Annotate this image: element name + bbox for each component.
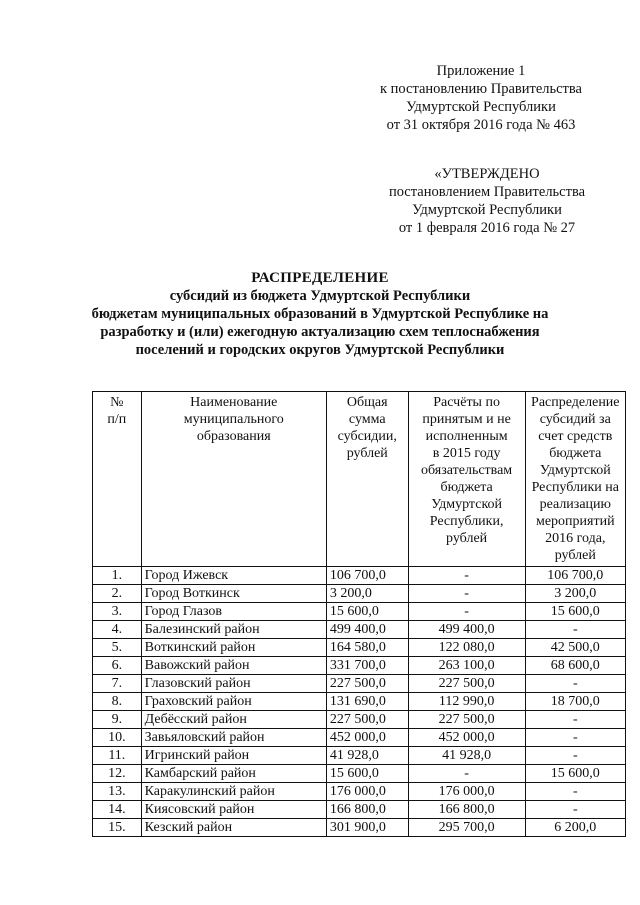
cell-current: 15 600,0 [525, 603, 625, 621]
cell-name: Игринский район [141, 747, 326, 765]
cell-total: 15 600,0 [326, 603, 408, 621]
table-row [93, 585, 626, 603]
cell-name: Каракулинский район [141, 783, 326, 801]
table-row [93, 639, 626, 657]
cell-num: 4. [93, 621, 142, 639]
table-row [93, 657, 626, 675]
distribution-table [92, 391, 626, 837]
cell-name: Киясовский район [141, 801, 326, 819]
cell-num: 14. [93, 801, 142, 819]
cell-past: 452 000,0 [408, 729, 525, 747]
cell-current: 18 700,0 [525, 693, 625, 711]
header-total: Общая сумма субсидии, рублей [326, 392, 408, 567]
cell-num: 6. [93, 657, 142, 675]
cell-num: 9. [93, 711, 142, 729]
cell-past: 122 080,0 [408, 639, 525, 657]
cell-total: 166 800,0 [326, 801, 408, 819]
cell-total: 499 400,0 [326, 621, 408, 639]
cell-total: 301 900,0 [326, 819, 408, 837]
table-row [93, 567, 626, 585]
title-line-2: бюджетам муниципальных образований в Удмуртской Республике на [91, 306, 549, 322]
cell-past: 166 800,0 [408, 801, 525, 819]
title-line-4: поселений и городских округов Удмуртской Республики [135, 342, 505, 358]
appendix-line-4: от 31 октября 2016 года № 463 [386, 117, 576, 133]
cell-name: Камбарский район [141, 765, 326, 783]
cell-total: 131 690,0 [326, 693, 408, 711]
cell-name: Кезский район [141, 819, 326, 837]
cell-past: 227 500,0 [408, 675, 525, 693]
table-row [93, 801, 626, 819]
approval-line-1: «УТВЕРЖДЕНО [434, 166, 540, 182]
document-title [0, 269, 640, 359]
cell-total: 227 500,0 [326, 675, 408, 693]
cell-current: - [525, 729, 625, 747]
cell-past: 227 500,0 [408, 711, 525, 729]
cell-num: 5. [93, 639, 142, 657]
table-row [93, 783, 626, 801]
cell-total: 331 700,0 [326, 657, 408, 675]
cell-num: 11. [93, 747, 142, 765]
cell-name: Дебёсский район [141, 711, 326, 729]
table-row [93, 711, 626, 729]
cell-total: 15 600,0 [326, 765, 408, 783]
cell-num: 10. [93, 729, 142, 747]
cell-current: 42 500,0 [525, 639, 625, 657]
cell-num: 12. [93, 765, 142, 783]
cell-total: 164 580,0 [326, 639, 408, 657]
cell-current: - [525, 621, 625, 639]
cell-name: Воткинский район [141, 639, 326, 657]
cell-total: 227 500,0 [326, 711, 408, 729]
cell-total: 176 000,0 [326, 783, 408, 801]
table-header-row [93, 392, 626, 567]
approval-line-4: от 1 февраля 2016 года № 27 [398, 220, 576, 236]
cell-num: 3. [93, 603, 142, 621]
header-num: № п/п [93, 392, 142, 567]
cell-current: 15 600,0 [525, 765, 625, 783]
header-name: Наименование муниципального образования [141, 392, 326, 567]
cell-name: Город Воткинск [141, 585, 326, 603]
cell-name: Балезинский район [141, 621, 326, 639]
cell-past: 499 400,0 [408, 621, 525, 639]
cell-num: 13. [93, 783, 142, 801]
cell-name: Завьяловский район [141, 729, 326, 747]
title-heading: РАСПРЕДЕЛЕНИЕ [251, 270, 389, 286]
cell-num: 1. [93, 567, 142, 585]
title-line-3: разработку и (или) ежегодную актуализацию схем теплоснабжения [100, 324, 540, 340]
cell-current: - [525, 747, 625, 765]
table-body [93, 567, 626, 837]
cell-current: - [525, 801, 625, 819]
cell-current: 106 700,0 [525, 567, 625, 585]
cell-total: 106 700,0 [326, 567, 408, 585]
cell-num: 15. [93, 819, 142, 837]
table-row [93, 603, 626, 621]
approval-stamp [362, 165, 612, 237]
table-row [93, 729, 626, 747]
cell-past: 295 700,0 [408, 819, 525, 837]
header-current: Распределение субсидий за счет средств бюджета Удмуртской Республики на реализацию мероприятий 2016 года, рублей [525, 392, 625, 567]
header-past: Расчёты по принятым и не исполненным в 2015 году обязательствам бюджета Удмуртской Республики, рублей [408, 392, 525, 567]
cell-name: Город Глазов [141, 603, 326, 621]
cell-current: 3 200,0 [525, 585, 625, 603]
table-row [93, 675, 626, 693]
cell-current: 6 200,0 [525, 819, 625, 837]
cell-past: 112 990,0 [408, 693, 525, 711]
appendix-line-1: Приложение 1 [436, 63, 526, 79]
cell-name: Глазовский район [141, 675, 326, 693]
cell-name: Город Ижевск [141, 567, 326, 585]
title-line-1: субсидий из бюджета Удмуртской Республики [169, 288, 471, 304]
cell-num: 2. [93, 585, 142, 603]
cell-past: 176 000,0 [408, 783, 525, 801]
appendix-line-2: к постановлению Правительства [380, 81, 582, 97]
cell-current: - [525, 675, 625, 693]
cell-name: Вавожский район [141, 657, 326, 675]
cell-current: - [525, 783, 625, 801]
cell-past: 41 928,0 [408, 747, 525, 765]
cell-total: 452 000,0 [326, 729, 408, 747]
approval-line-3: Удмуртской Республики [412, 202, 562, 218]
cell-total: 41 928,0 [326, 747, 408, 765]
cell-num: 7. [93, 675, 142, 693]
cell-total: 3 200,0 [326, 585, 408, 603]
cell-past: - [408, 765, 525, 783]
table-row [93, 819, 626, 837]
cell-past: - [408, 585, 525, 603]
table-row [93, 765, 626, 783]
cell-past: - [408, 603, 525, 621]
appendix-stamp [356, 62, 606, 134]
cell-num: 8. [93, 693, 142, 711]
cell-current: - [525, 711, 625, 729]
table-row [93, 621, 626, 639]
cell-past: - [408, 567, 525, 585]
cell-current: 68 600,0 [525, 657, 625, 675]
cell-past: 263 100,0 [408, 657, 525, 675]
approval-line-2: постановлением Правительства [388, 184, 586, 200]
table-row [93, 747, 626, 765]
appendix-line-3: Удмуртской Республики [406, 99, 556, 115]
table-row [93, 693, 626, 711]
cell-name: Граховский район [141, 693, 326, 711]
